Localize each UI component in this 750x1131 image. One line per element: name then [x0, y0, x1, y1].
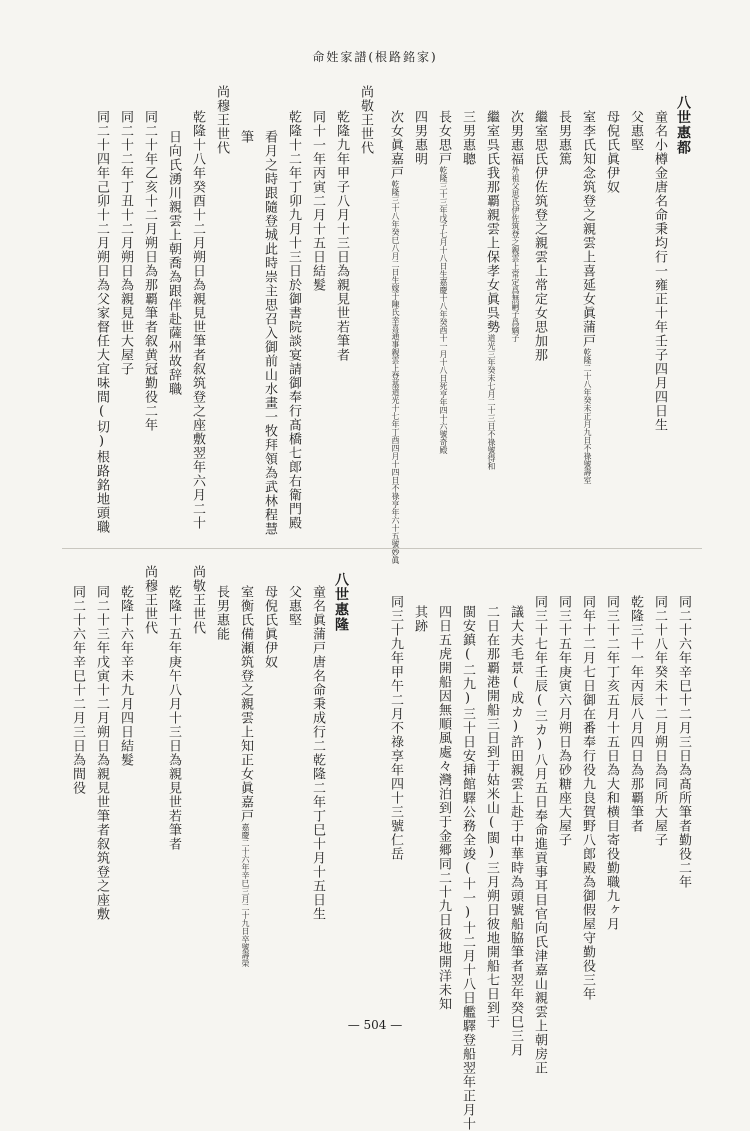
column-text: 同二十二年丁丑十二月朔日為親見世大屋子 — [118, 110, 133, 376]
text-column — [93, 585, 109, 921]
text-column — [189, 110, 205, 530]
page-number: — 504 — — [347, 1018, 403, 1032]
text-column — [261, 585, 277, 669]
text-column — [627, 595, 643, 833]
column-text: 父惠堅 — [628, 110, 643, 152]
text-column — [411, 605, 427, 633]
text-column — [603, 595, 619, 931]
annotation-note: 乾隆二十八年癸未正月九日不祿號壽室 — [583, 348, 592, 484]
text-column — [309, 110, 325, 292]
column-text: 母倪氏眞伊奴 — [604, 110, 619, 194]
text-column — [117, 110, 133, 376]
column-text: 同二十六年辛巳十二月三日為髙所筆者勤役二年 — [676, 595, 691, 889]
column-text: 尚敬王世代 — [190, 565, 205, 635]
text-column — [435, 110, 451, 454]
column-text: 同二十年乙亥十二月朔日為那覇筆者叙黄冠勤役二年 — [142, 110, 157, 432]
text-column — [579, 595, 595, 1001]
column-text: 乾隆九年甲子八月十三日為親見世若筆者 — [334, 110, 349, 362]
column-text: 同三十九年甲午二月不祿享年四十三號仁岳 — [388, 595, 403, 861]
text-column — [69, 585, 85, 795]
text-column — [309, 585, 325, 921]
column-text: 室衡氏備瀬筑登之親雲上知正女眞嘉戸 — [238, 585, 253, 823]
column-text: 乾隆十二年丁卯九月十三日於御書院談宴請御奉行髙橋七郎右衛門殿 — [286, 110, 301, 530]
column-text: 童名眞蒲戸唐名命秉成行二乾隆二年丁巳十月十五日生 — [310, 585, 325, 921]
text-column — [483, 110, 499, 470]
text-column — [117, 585, 133, 767]
text-column — [189, 565, 205, 635]
text-column — [285, 110, 301, 530]
running-header: 命姓家譜(根路銘家) — [312, 50, 438, 64]
column-text: 其跡 — [412, 605, 427, 633]
text-column — [333, 110, 349, 362]
column-text: 童名小樽金唐名命秉均行一雍正十年壬子四月四日生 — [652, 110, 667, 432]
column-text: 同二十六年辛巳十二月三日為間役 — [70, 585, 85, 795]
text-column — [237, 130, 253, 144]
section-divider — [62, 548, 702, 549]
text-column — [93, 110, 109, 534]
column-text: 同二十八年癸未十二月朔日為同所大屋子 — [652, 595, 667, 847]
column-text: 同三十七年壬辰(三カ)八月五日奉命進貢事耳目官向氏津嘉山親雲上朝房正 — [532, 595, 547, 1075]
text-column — [435, 605, 451, 1011]
column-text: 八世惠都 — [675, 95, 691, 155]
text-column — [459, 605, 475, 1131]
text-column — [141, 565, 157, 635]
column-text: 尚穆王世代 — [214, 85, 229, 155]
column-text: 日向氏湧川親雲上朝喬為跟伴赴薩州故辞職 — [166, 130, 181, 396]
column-text: 議大夫毛景(成カ)許田親雲上赴于中華時為頭號船脇筆者翌年癸巳三月 — [508, 605, 523, 1057]
generation-heading — [675, 95, 691, 155]
column-text: 同十一年丙寅二月十五日結髮 — [310, 110, 325, 292]
column-text: 筆 — [238, 130, 253, 144]
annotation-note: 嘉慶二十六年辛巳三月二十九日卒號壽榮 — [241, 823, 250, 967]
text-column — [357, 85, 373, 155]
column-text: 閩安鎮(二九)三十日安挿館驛公務全竣(十一)十二月十八日艦驛登船翌年正月十 — [460, 605, 475, 1131]
text-column — [213, 585, 229, 641]
text-column — [165, 585, 181, 851]
text-column — [627, 110, 643, 152]
text-column — [651, 595, 667, 847]
text-column — [387, 110, 403, 564]
annotation-note: 外祖父思氏伊佐筑登之親雲上常定爲無嗣子爲嫡子 — [511, 166, 520, 342]
annotation-note: 乾隆三十八年癸巳八月二日生嫁于陳氏幸喜通事親雲上登基道光十七年丁酉四月十四日不祿亨年六十五號妙眞 — [391, 180, 400, 564]
annotation-note: 道光三年癸未七月二十三日不祿號得和 — [487, 334, 496, 470]
column-text: 三男惠聰 — [460, 110, 475, 166]
text-column — [531, 110, 547, 362]
column-text: 尚敬王世代 — [358, 85, 373, 155]
column-text: 次男惠福 — [508, 110, 523, 166]
column-text: 長女思戸 — [436, 110, 451, 166]
text-column — [675, 595, 691, 889]
text-column — [651, 110, 667, 432]
text-column — [579, 110, 595, 484]
column-text: 次女眞嘉戸 — [388, 110, 403, 180]
column-text: 同三十五年庚寅六月朔日為砂糖座大屋子 — [556, 595, 571, 847]
text-column — [603, 110, 619, 194]
column-text: 八世惠隆 — [333, 572, 349, 632]
text-column — [261, 130, 277, 536]
text-column — [507, 605, 523, 1057]
column-text: 乾隆三十一年丙辰八月四日為那覇筆者 — [628, 595, 643, 833]
text-column — [237, 585, 253, 967]
column-text: 同二十四年己卯十二月朔日為父家督任大宜味間(切)根路銘地頭職 — [94, 110, 109, 534]
generation-heading — [333, 572, 349, 632]
text-column — [411, 110, 427, 166]
column-text: 母倪氏眞伊奴 — [262, 585, 277, 669]
column-text: 同二十三年戊寅十二月朔日為親見世筆者叙筑登之座敷 — [94, 585, 109, 921]
column-text: 乾隆十六年辛未九月四日結髮 — [118, 585, 133, 767]
column-text: 長男惠能 — [214, 585, 229, 641]
column-text: 四日五虎開船因無順風處々灣泊到于金郷同二十九日彼地開洋未知 — [436, 605, 451, 1011]
column-text: 乾隆十五年庚午八月十三日為親見世若筆者 — [166, 585, 181, 851]
column-text: 同三十二年丁亥五月十五日為大和横目寄役勤職九ヶ月 — [604, 595, 619, 931]
text-column — [483, 605, 499, 1029]
text-column — [165, 130, 181, 396]
column-text: 父惠堅 — [286, 585, 301, 627]
text-column — [507, 110, 523, 342]
text-column — [387, 595, 403, 861]
column-text: 四男惠明 — [412, 110, 427, 166]
column-text: 乾隆十八年癸酉十二月朔日為親見世筆者叙筑登之座敷翌年六月二十 — [190, 110, 205, 530]
column-text: 尚穆王世代 — [142, 565, 157, 635]
column-text: 看月之時跟隨登城此時崇主思召入御前山水畫一牧拜領為武林程慧 — [262, 130, 277, 536]
text-column — [555, 595, 571, 847]
annotation-note: 乾隆三十三年戊子七月十八日生嘉慶十八年癸酉十一月十八日死亨年四十六號奇殿 — [439, 166, 448, 454]
text-column — [285, 585, 301, 627]
text-column — [531, 595, 547, 1075]
text-column — [213, 85, 229, 155]
column-text: 二日在那覇港開船三日到于姑米山(閩)三月朔日彼地開船七日到于 — [484, 605, 499, 1029]
text-column — [555, 110, 571, 166]
column-text: 室李氏知念筑登之親雲上喜延女眞蒲戸 — [580, 110, 595, 348]
column-text: 繼室呉氏我那覇親雲上保孝女眞呉勢 — [484, 110, 499, 334]
column-text: 繼室思氏伊佐筑登之親雲上常定女思加那 — [532, 110, 547, 362]
text-column — [141, 110, 157, 432]
column-text: 長男惠篤 — [556, 110, 571, 166]
text-column — [459, 110, 475, 166]
column-text: 同年十二月七日御在番奉行役九良賀野八郎殿為御假屋守勤役三年 — [580, 595, 595, 1001]
